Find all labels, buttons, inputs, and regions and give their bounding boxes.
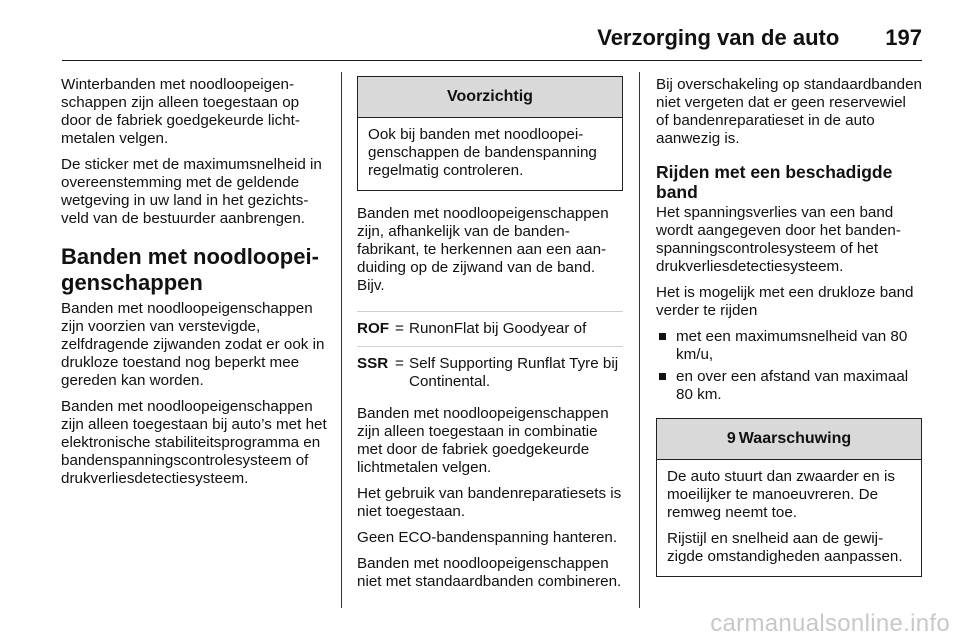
warning-box xyxy=(656,418,922,577)
page-header-title: Verzorging van de auto xyxy=(597,25,840,50)
paragraph: Het gebruik van bandenreparatiesets is niet toegestaan. xyxy=(357,485,622,520)
warning-text: De auto stuurt dan zwaarder en is moeilijker te manoeuvreren. De remweg neemt toe. xyxy=(667,468,895,521)
section-heading: Banden met noodloopeigenschappen xyxy=(61,244,319,295)
warning-header xyxy=(657,419,921,460)
paragraph: De sticker met de maximumsnelheid in overeenstemming met de geldende wetgeving in uw land in het gezichtsveld van de bestuurder aanbrengen. xyxy=(61,156,322,227)
definition-divider xyxy=(357,346,623,347)
caution-title: Voorzichtig xyxy=(358,77,622,118)
bullet-square-icon xyxy=(659,333,666,340)
paragraph: Banden met noodloopeigenschappen zijn, afhankelijk van de bandenfabrikant, te herkennen aan een aanduiding op de zijwand van de band. Bijv. xyxy=(357,205,609,294)
warning-triangle-icon: 9 xyxy=(726,430,736,447)
definition-term: SSR xyxy=(357,355,389,372)
definition-term: ROF xyxy=(357,320,390,337)
paragraph: Banden met noodloopeigenschappen zijn voorzien van verstevigde, zelfdragende zijwanden zodat er ook in drukloze toestand nog beperkt mee gereden kan worden. xyxy=(61,300,325,389)
definition-list xyxy=(357,303,623,391)
definition-separator: = xyxy=(395,320,404,337)
definition-description: Self Supporting Runflat Tyre bij Continental. xyxy=(409,355,619,390)
paragraph: Het spanningsverlies van een band wordt aangegeven door het bandenspanningscontrolesysteem of het drukverliesdetectiesysteem. xyxy=(656,204,901,275)
column-3 xyxy=(656,76,922,591)
bullet-square-icon xyxy=(659,373,666,380)
list-item: met een maximumsnelheid van 80 km/u, xyxy=(656,328,922,364)
page-header xyxy=(62,16,922,61)
column-1 xyxy=(61,76,327,496)
definition-divider xyxy=(357,311,623,312)
watermark: carmanualsonline.info xyxy=(710,610,950,637)
definition-description: RunonFlat bij Goodyear of xyxy=(409,320,587,337)
page-number: 197 xyxy=(885,25,922,50)
list-item: en over een afstand van maximaal 80 km. xyxy=(656,368,922,404)
paragraph: Geen ECO-bandenspanning hanteren. xyxy=(357,529,618,546)
warning-text: Rijstijl en snelheid aan de gewijzigde omstandigheden aanpassen. xyxy=(667,530,903,565)
paragraph: Bij overschakeling op standaardbanden niet vergeten dat er geen reservewiel of bandenreparatieset in de auto aanwezig is. xyxy=(656,76,922,147)
bullet-list xyxy=(656,328,922,404)
column-2 xyxy=(357,76,623,599)
paragraph: Banden met noodloopeigenschappen zijn alleen toegestaan bij auto’s met het elektronische stabiliteitsprogramma en bandenspanningscontrolesysteem of drukverliesdetectiesysteem. xyxy=(61,398,327,487)
paragraph: Winterbanden met noodloopeigenschappen zijn alleen toegestaan op door de fabriek goedgekeurde lichtmetalen velgen. xyxy=(61,76,300,147)
definition-separator: = xyxy=(395,355,404,372)
warning-title: Waarschuwing xyxy=(738,430,852,447)
column-divider-right xyxy=(639,72,640,608)
paragraph: Banden met noodloopeigenschappen niet met standaardbanden combineren. xyxy=(357,555,622,590)
subsection-heading: Rijden met een beschadigde band xyxy=(656,162,893,202)
paragraph: Banden met noodloopeigenschappen zijn alleen toegestaan in combinatie met door de fabriek goedgekeurde lichtmetalen velgen. xyxy=(357,405,609,476)
column-divider-left xyxy=(341,72,342,608)
caution-text: Ook bij banden met noodloopeigenschappen de bandenspanning regelmatig controleren. xyxy=(368,126,597,179)
paragraph: Het is mogelijk met een drukloze band verder te rijden xyxy=(656,284,914,319)
caution-box xyxy=(357,76,623,191)
